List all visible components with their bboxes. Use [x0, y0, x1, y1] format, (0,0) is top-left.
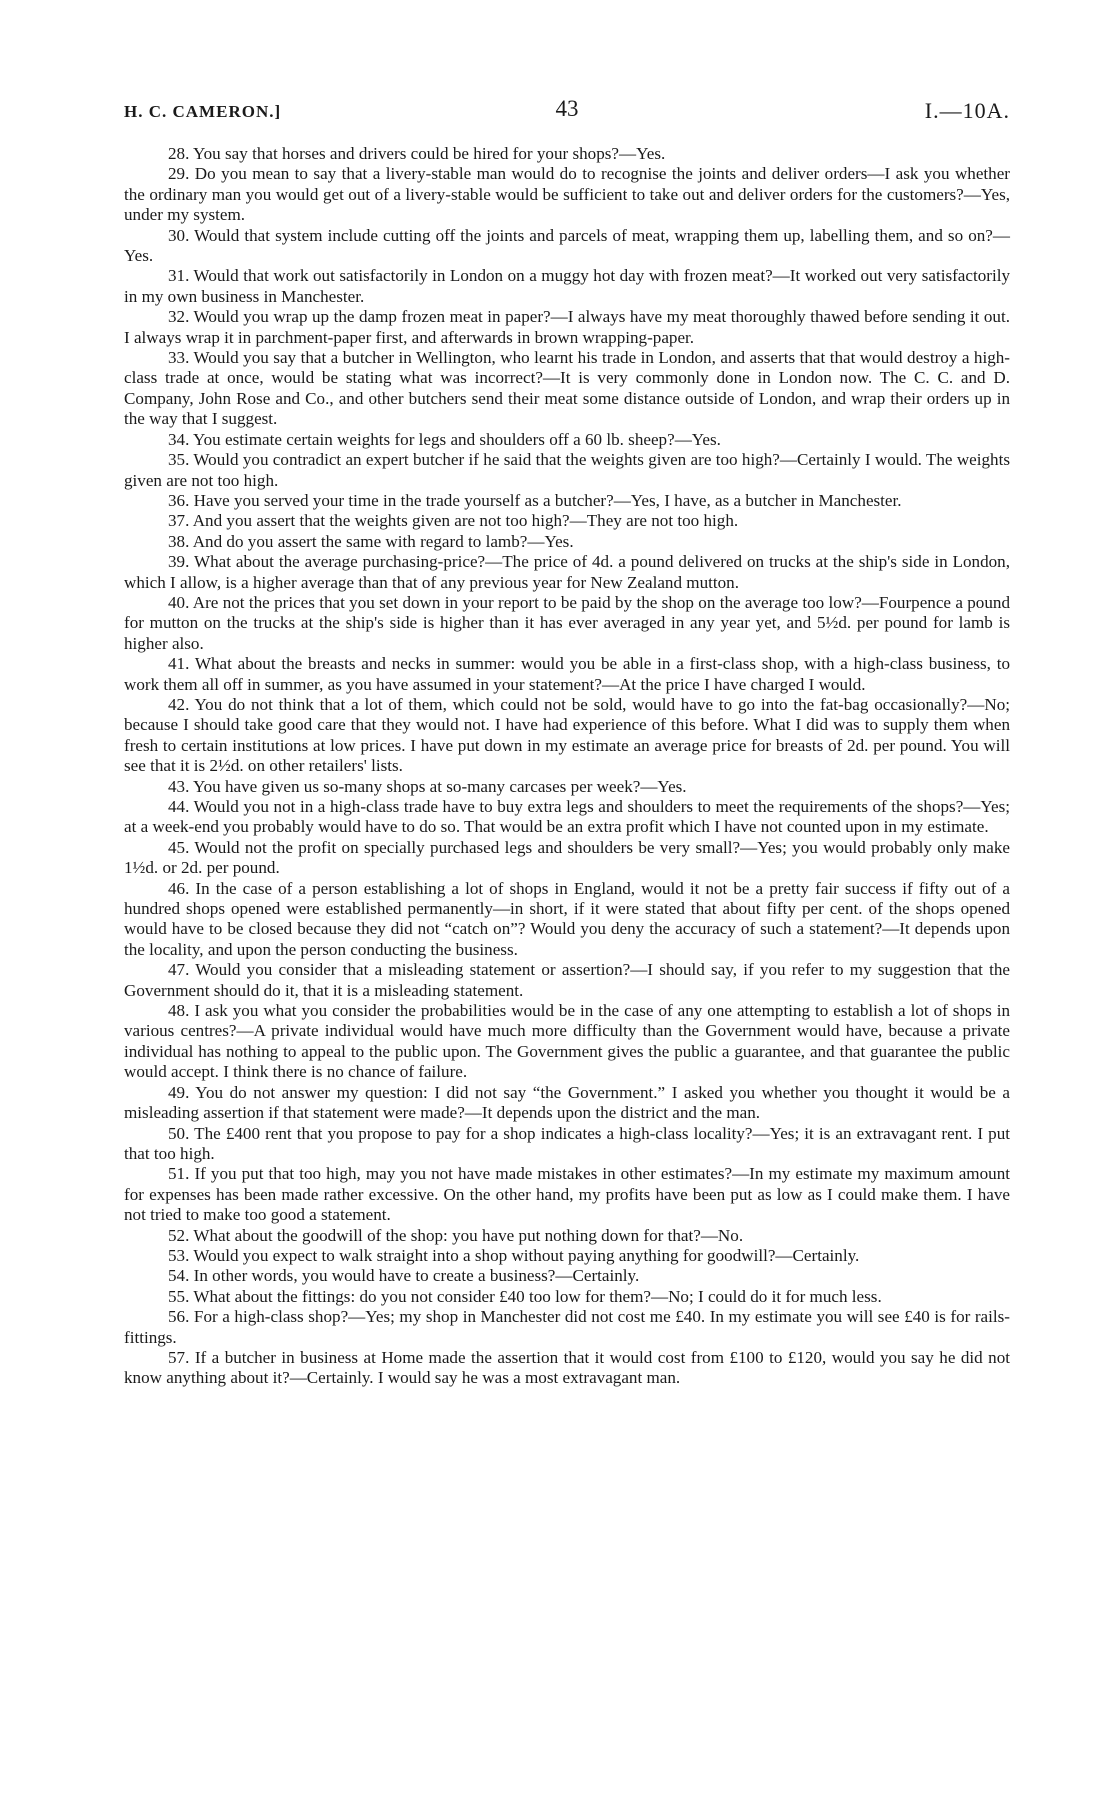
question-54: 54. In other words, you would have to create a business?—Certainly.	[168, 1266, 640, 1286]
question-50: 50. The £400 rent that you propose to pay for a shop indicates a high-class locality?—Yes; it is an extravagant rent. I put that too high.	[124, 1123, 1010, 1163]
question-55: 55. What about the fittings: do you not consider £40 too low for them?—No; I could do it for much less.	[168, 1286, 882, 1306]
question-48: 48. I ask you what you consider the probabilities would be in the case of any one attempting to establish a lot of shops in various centres?—A private individual would have much more difficulty than the Government would have, because a private individual has nothing to appeal to the public upon. The Government gives the public a guarantee, and that guarantee the public would accept. I think there is no chance of failure.	[124, 1001, 1010, 1082]
question-40: 40. Are not the prices that you set down in your report to be paid by the shop on the average too low?—Fourpence a pound for mutton on the trucks at the ship's side is higher than it has ever averaged in any year yet, and 5½d. per pound for lamb is higher also.	[124, 592, 1010, 653]
question-35: 35. Would you contradict an expert butcher if he said that the weights given are too high?—Certainly I would. The weights given are not too high.	[124, 450, 1010, 490]
question-51: 51. If you put that too high, may you not have made mistakes in other estimates?—In my estimate my maximum amount for expenses has been made rather excessive. On the other hand, my profits have been put as low as I could make them. I have not tried to make too good a statement.	[124, 1164, 1010, 1225]
question-42: 42. You do not think that a lot of them, which could not be sold, would have to go into the fat-bag occasionally?—No; because I should take good care that they would not. I have had experience of this before. What I did was to supply them when fresh to certain institutions at low prices. I have put down in my estimate an average price for breasts of 2d. per pound. You will see that it is 2½d. on other retailers' lists.	[124, 694, 1010, 776]
question-31: 31. Would that work out satisfactorily in London on a muggy hot day with frozen meat?—It worked out very satisfactorily in my own business in Manchester.	[124, 266, 1010, 306]
question-33: 33. Would you say that a butcher in Wellington, who learnt his trade in London, and asserts that that would destroy a high-class trade at once, would be stating what was incorrect?—It is very commonly done in London now. The C. C. and D. Company, John Rose and Co., and other butchers send their meat some distance outside of London, and wrap their orders up in the way that I suggest.	[124, 348, 1010, 429]
question-57: 57. If a butcher in business at Home made the assertion that it would cost from £100 to £120, would you say he did not know anything about it?—Certainly. I would say he was a most extravagant man.	[124, 1347, 1010, 1388]
paper-reference: I.—10A.	[924, 98, 1010, 123]
evidence-text	[124, 144, 1010, 1389]
question-53: 53. Would you expect to walk straight into a shop without paying anything for goodwill?—Certainly.	[168, 1245, 860, 1265]
question-45: 45. Would not the profit on specially purchased legs and shoulders be very small?—Yes; you would probably only make 1½d. or 2d. per pound.	[124, 837, 1010, 878]
running-header	[124, 96, 1010, 132]
question-52: 52. What about the goodwill of the shop: you have put nothing down for that?—No.	[168, 1225, 744, 1245]
page-number: 43	[555, 96, 579, 121]
question-43: 43. You have given us so-many shops at so-many carcases per week?—Yes.	[168, 776, 687, 796]
question-28: 28. You say that horses and drivers could be hired for your shops?—Yes.	[168, 144, 666, 163]
question-44: 44. Would you not in a high-class trade have to buy extra legs and shoulders to meet the requirements of the shops?—Yes; at a week-end you probably would have to do so. That would be an extra profit which I have not counted upon in my estimate.	[124, 797, 1010, 837]
question-38: 38. And do you assert the same with regard to lamb?—Yes.	[168, 531, 574, 551]
question-32: 32. Would you wrap up the damp frozen meat in paper?—I always have my meat thoroughly thawed before sending it out. I always wrap it in parchment-paper first, and afterwards in brown wrapping-paper.	[124, 307, 1010, 347]
question-46: 46. In the case of a person establishing a lot of shops in England, would it not be a pretty fair success if fifty out of a hundred shops opened were established permanently—in short, if it were stated that about fifty per cent. of the shops opened would have to be closed because they did not “catch on”? Would you deny the accuracy of such a statement?—It depends upon the locality, and upon the person conducting the business.	[124, 878, 1010, 959]
question-36: 36. Have you served your time in the trade yourself as a butcher?—Yes, I have, as a butcher in Manchester.	[168, 490, 902, 510]
question-56: 56. For a high-class shop?—Yes; my shop in Manchester did not cost me £40. In my estimate you will see £40 is for rails-fittings.	[124, 1307, 1010, 1347]
question-37: 37. And you assert that the weights given are not too high?—They are not too high.	[168, 511, 739, 531]
document-page	[124, 96, 1010, 1389]
witness-name: H. C. CAMERON.]	[124, 102, 282, 121]
question-34: 34. You estimate certain weights for legs and shoulders off a 60 lb. sheep?—Yes.	[168, 429, 721, 449]
question-39: 39. What about the average purchasing-price?—The price of 4d. a pound delivered on trucks at the ship's side in London, which I allow, is a higher average than that of any previous year for New Zealand mutton.	[124, 552, 1010, 592]
question-29: 29. Do you mean to say that a livery-stable man would do to recognise the joints and deliver orders—I ask you whether the ordinary man you would get out of a livery-stable would be sufficient to take out and deliver orders for the customers?—Yes, under my system.	[124, 164, 1010, 225]
question-30: 30. Would that system include cutting off the joints and parcels of meat, wrapping them up, labelling them, and so on?—Yes.	[124, 225, 1010, 266]
question-41: 41. What about the breasts and necks in summer: would you be able in a first-class shop, with a high-class business, to work them all off in summer, as you have assumed in your statement?—At the price I have charged I would.	[124, 654, 1010, 694]
question-47: 47. Would you consider that a misleading statement or assertion?—I should say, if you refer to my suggestion that the Government should do it, that it is a misleading statement.	[124, 960, 1010, 1000]
question-49: 49. You do not answer my question: I did not say “the Government.” I asked you whether you thought it would be a misleading assertion if that statement were made?—It depends upon the district and the man.	[124, 1082, 1010, 1123]
